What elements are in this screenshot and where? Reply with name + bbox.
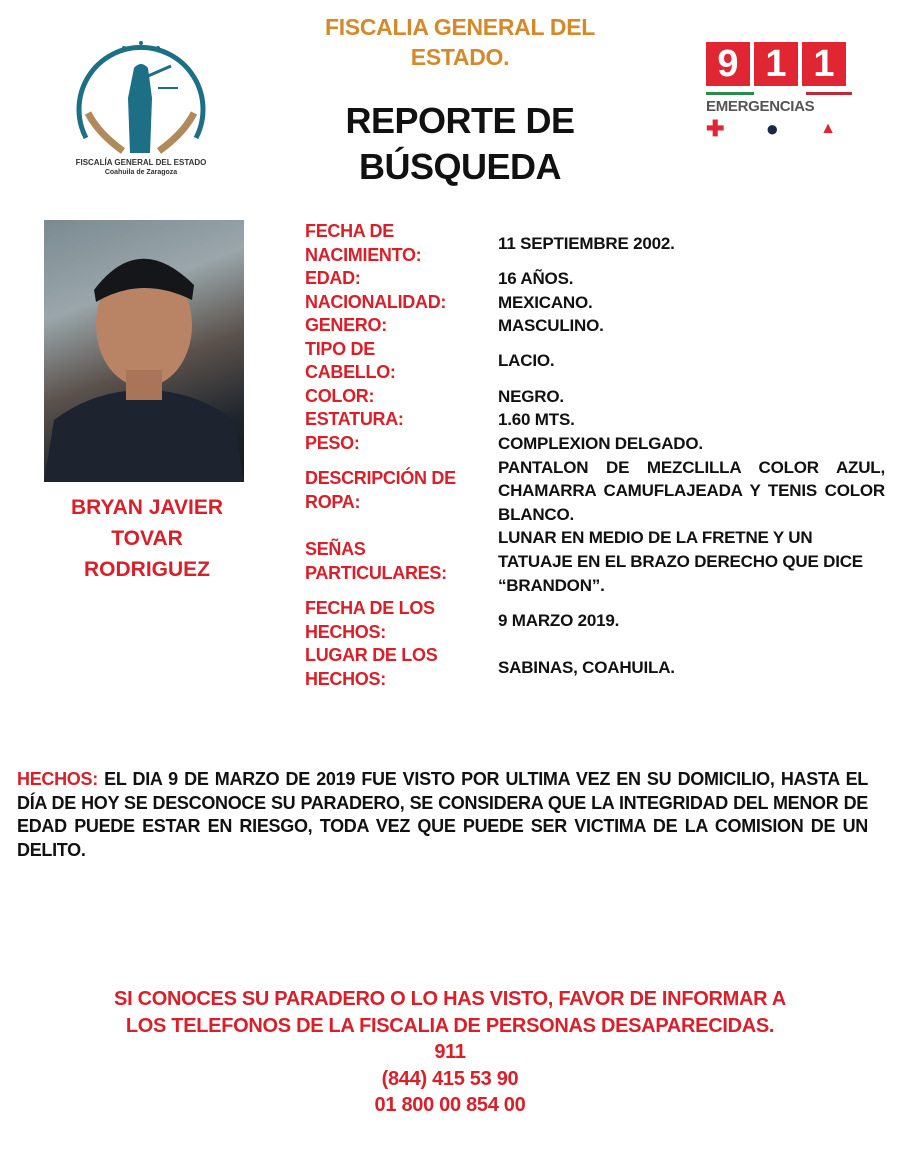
- logo-caption-line2: Coahuila de Zaragoza: [104, 169, 178, 176]
- field-label-event-place: LUGAR DE LOS HECHOS:: [305, 645, 438, 689]
- field-label-clothing: DESCRIPCIÓN DE ROPA:: [305, 468, 456, 512]
- field-value-height: 1.60 MTS.: [498, 410, 575, 430]
- phone-number: 911: [434, 1041, 466, 1063]
- field-label-hair-type: TIPO DE CABELLO:: [305, 338, 396, 383]
- field-label-weight: PESO:: [305, 432, 360, 453]
- title-line1: REPORTE DE: [345, 100, 575, 141]
- field-value-birthdate: 11 SEPTIEMBRE 2002.: [498, 233, 675, 253]
- field-label-gender: GENERO:: [305, 315, 387, 336]
- facts-paragraph: [17, 768, 868, 862]
- field-value-marks: LUNAR EN MEDIO DE LA FRETNE Y UN TATUAJE EN EL BRAZO DERECHO QUE DICE “BRANDON”.: [498, 528, 863, 595]
- org-line2: ESTADO.: [410, 44, 510, 70]
- field-value-weight: COMPLEXION DELGADO.: [498, 433, 703, 453]
- logo-caption: [56, 158, 226, 178]
- org-line1: FISCALIA GENERAL DEL: [324, 14, 595, 40]
- field-label-color: COLOR:: [305, 385, 375, 406]
- contact-line2: LOS TELEFONOS DE LA FISCALIA DE PERSONAS DESAPARECIDAS.: [125, 1014, 775, 1037]
- field-label-birthdate: FECHA DE NACIMIENTO:: [305, 220, 422, 265]
- person-name: [44, 492, 250, 585]
- organization-title: [290, 12, 630, 72]
- field-value-nationality: MEXICANO.: [498, 292, 593, 312]
- facts-text: EL DIA 9 DE MARZO DE 2019 FUE VISTO POR ULTIMA VEZ EN SU DOMICILIO, HASTA EL DÍA DE HOY SE DESCONOCE SU PARADERO, SE CONSIDERA QUE LA INTEGRIDAD DEL MENOR DE EDAD PUEDE ESTAR EN RIESGO, TODA VEZ QUE PUEDE SER VICTIMA DE LA COMISION DE UN DELITO.: [17, 769, 868, 860]
- field-label-age: EDAD:: [305, 268, 361, 288]
- field-label-event-date: FECHA DE LOS HECHOS:: [305, 598, 435, 642]
- field-label-nationality: NACIONALIDAD:: [305, 291, 447, 312]
- person-details: [305, 220, 885, 691]
- field-value-event-place: SABINAS, COAHUILA.: [498, 657, 675, 677]
- person-photo: [44, 220, 244, 482]
- field-value-hair-type: LACIO.: [498, 351, 555, 371]
- contact-line1: SI CONOCES SU PARADERO O LO HAS VISTO, FAVOR DE INFORMAR A: [114, 988, 786, 1010]
- digit: 9: [706, 42, 750, 86]
- contact-info: [0, 986, 900, 1119]
- name-line: BRYAN JAVIER: [70, 496, 224, 519]
- phone-number: 01 800 00 854 00: [374, 1094, 526, 1116]
- phone-number: (844) 415 53 90: [381, 1067, 519, 1090]
- digit: 1: [802, 42, 846, 86]
- report-title: [290, 98, 630, 190]
- title-line2: BÚSQUEDA: [358, 146, 561, 187]
- police-cap-icon: ●: [765, 116, 779, 141]
- field-label-height: ESTATURA:: [305, 409, 404, 430]
- logo-911: [706, 42, 856, 152]
- fire-icon: ▲: [820, 120, 836, 137]
- field-value-clothing: PANTALON DE MEZCLILLA COLOR AZUL, CHAMARRA CAMUFLAJEADA Y TENIS COLOR BLANCO.: [498, 457, 885, 524]
- field-value-gender: MASCULINO.: [498, 316, 604, 336]
- field-value-event-date: 9 MARZO 2019.: [498, 610, 620, 630]
- logo-caption-line1: FISCALÍA GENERAL DEL ESTADO: [75, 158, 207, 167]
- fiscalia-logo: [66, 28, 216, 178]
- field-label-marks: SEÑAS PARTICULARES:: [305, 539, 447, 583]
- digit: 1: [754, 42, 798, 86]
- facts-label: HECHOS:: [17, 769, 98, 789]
- field-value-age: 16 AÑOS.: [498, 269, 574, 288]
- field-value-color: NEGRO.: [498, 386, 564, 406]
- name-line: TOVAR: [111, 527, 183, 550]
- emergencias-label: EMERGENCIAS: [706, 98, 815, 115]
- name-line: RODRIGUEZ: [84, 558, 210, 581]
- red-cross-icon: ✚: [706, 116, 725, 141]
